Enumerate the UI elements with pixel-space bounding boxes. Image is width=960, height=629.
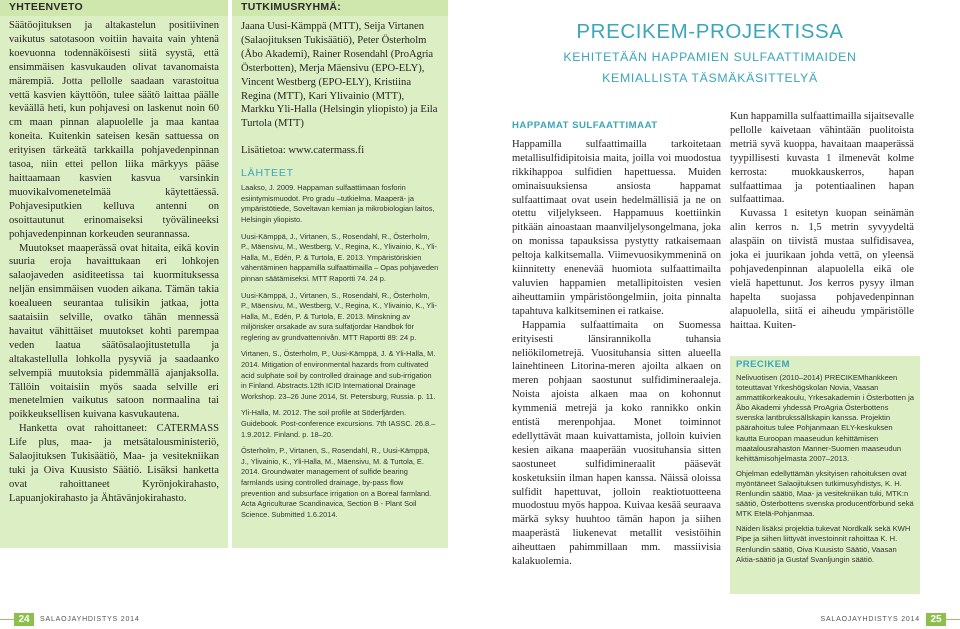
footer-rule: [946, 619, 960, 620]
precikem-info-box: [730, 356, 920, 594]
reference-item: Yli-Halla, M. 2012. The soil profile at Söderfjärden. Guidebook. Post-conference excursions. 7th IASSC. 26.8.–1.9.2012. Finland. p. 18–20.: [241, 408, 436, 439]
summary-paragraph: Muutokset maaperässä ovat hitaita, eikä kovin suuria eroja havaittukaan eri lohkojen salaojaveden asiditeetissa tai kuormituksessa neljän ensimmäisen vuoden aikana. Tämän takia koealueen seurantaa tulisikin jatkaa, jotta saataisiin selville, ovatko tähän mennessä havaitut vähittäiset muutokset kohti parempaa veden laatua säätösalaojitustetulla ja altakastellulla lohkolla pysyviä ja saadaanko selvempiä muutoksia pidemmällä ajanjaksolla. Tällöin voitaisiin myös saada selville eri menetelmien vaikutus satoon normaalina tai poikkeuksellisen kuivana kasvukautena.: [9, 242, 219, 421]
footer-publication-right: SALAOJAYHDISTYS 2014: [820, 616, 920, 623]
info-box-heading: PRECIKEM: [736, 359, 790, 370]
summary-body: [0, 16, 228, 506]
article-subtitle-line-2: KEMIALLISTA TÄSMÄKÄSITTELYÄ: [602, 71, 818, 85]
article-title-block: [520, 20, 900, 86]
reference-item: Österholm, P., Virtanen, S., Rosendahl, R., Uusi-Kämppä, J., Ylivainio, K., Yli-Halla, M., Mäensivu, M. & Turtola, E. 2014. Groundwater management of sulfide bearing farmlands using controlled drainage, by-pass flow prevention and subsurface irrigation on a Boreal farmland. Acta Agriculturae Scandinavica, Section B - Plant Soil Science. Submitted 1.6.2014.: [241, 446, 432, 519]
page-number-left: 24: [14, 613, 34, 626]
article-paragraph: Kuvassa 1 esitetyn kuopan seinämän alin kerros n. 1,5 metrin syvyydeltä alaspäin on tiivistä mustaa sulfidisavea, joka ei juurikaan johda vettä, on yleensä pohjavedenpinnan alapuolella eikä ole vielä hapettunut. Jos kerros pysyy ilman hapelta suojassa pohjavedenpinnan alapuolella, siitä ei aiheudu ympäristölle haittaa. Kuiten-: [730, 208, 914, 331]
research-team-text: Jaana Uusi-Kämppä (MTT), Seija Virtanen (Salaojituksen Tukisäätiö), Peter Österholm (Åbo Akademi), Rainer Rosendahl (ProAgria Österbotten), Merja Mäensivu (EPO-ELY), Vincent Westberg (EPO-ELY), Kristiina Regina (MTT), Kari Ylivainio (MTT), Markku Yli-Halla (Helsingin yliopisto) ja Eila Turtola (MTT): [241, 21, 438, 130]
page-number-right: 25: [926, 613, 946, 626]
summary-panel: [0, 0, 228, 548]
summary-heading: YHTEENVETO: [0, 0, 228, 16]
article-paragraph: Happamilla sulfaattimailla tarkoitetaan metallisulfidipitoisia maita, joilla voi muodostua rikkihappoa sulfidien hapettuessa. Muiden ominaisuuksiensa ansiosta happamat sulfaattimaat ovat usein hedelmällisiä ja ne on otettu viljelykseen. Happamuus koettiinkin pitkään ainoastaan maanviljelysongelmana, joka on monissa tapauksissa pystytty ratkaisemaan peltoja kalkitsemalla. Viimevuosikymmeninä on kiinnitetty enenevää huomiota sulfaattimailta valuvien happamien metallipitoisten vesien aiheuttamiin ympäristöongelmiin, joita pinnalta tapahtuva kalkitseminen ei ratkaise.: [512, 138, 721, 317]
article-column-2: [730, 110, 914, 333]
article-paragraph: Happamia sulfaattimaita on Suomessa erityisesti länsirannikolla tuhansia neliökilometrejä. Vuosituhansia sitten alueella lainehtineen Litorina-meren ajoilta alkaen on meren pohjaan saostunut sulfidimineraaleja. Noista ajoista alkaen maa on kohonnut kymmeniä metrejä ja koko rannikko onkin entistä merenpohjaa. Monet toiminnot edellyttävät maan kuivattamista, jolloin kuivien kesien aikana maaperään vuosituhansia sitten saostuneet sulfidimineraalit pääsevät kosketuksiin ilman hapen kanssa. Näissä oloissa sulfidit hapettuvat, jolloin reaktiotuotteena muodostuu myös happoa. Kuivaa kesää seuraava märkä syksy huuhtoo tämän hapon ja siihen maaperästä liukenevat metallit vesistöihin aiheuttaen pahimmillaan mm. massiivisia kalakuolemia.: [512, 319, 721, 568]
article-subtitle-line-1: KEHITETÄÄN HAPPAMIEN SULFAATTIMAIDEN: [563, 50, 857, 64]
page-footer: [0, 613, 960, 629]
research-team-heading: TUTKIMUSRYHMÄ:: [232, 0, 448, 16]
article-title: PRECIKEM-PROJEKTISSA: [576, 20, 844, 43]
info-box-body: [736, 373, 914, 565]
article-column-1: [512, 110, 721, 569]
more-info-link[interactable]: Lisätietoa: www.catermass.fi: [241, 145, 365, 157]
section-heading: HAPPAMAT SULFAATTIMAAT: [512, 120, 658, 131]
reference-item: Uusi-Kämppä, J., Virtanen, S., Rosendahl, R., Österholm, P., Mäensivu, M., Westberg, V., Regina, K., Ylivainio, K., Yli-Halla, M., Edén, P. & Turtola, E. 2013. Ympäristöriskien vähentäminen happamilla sulfaattimailla – Opas pohjaveden pinnan säätämiseksi. MTT Raportti 74. 24 p.: [241, 231, 439, 283]
footer-publication-left: SALAOJAYHDISTYS 2014: [40, 616, 140, 623]
reference-item: Laakso, J. 2009. Happaman sulfaattimaan fosforin esiintymismuodot. Pro gradu –tutkielma. Maaperä- ja ympäristötiede, Soveltavan kemian ja mikrobiologian laitos, Helsingin yliopisto.: [241, 183, 435, 224]
footer-rule: [0, 619, 14, 620]
research-team-panel: [232, 0, 448, 548]
info-box-paragraph: Nelivuotisen (2010–2014) PRECIKEMhankkeen toteuttavat Yrkeshögskolan Novia, Vaasan ammattikorkeakoulu, Yrkesakademin i Österbotten ja Åbo Akademi yhdessä ProAgria Österbottens svenska lantbrukssällskapin kanssa. Projektin päärahoitus tulee Pohjanmaan ELY-keskuksen kautta Euroopan maaseudun kehittämisen maatalousrahaston Manner-Suomen maaseudun kehittämisohjelmasta 2007–2013.: [736, 373, 914, 463]
references-heading: LÄHTEET: [241, 167, 294, 180]
reference-item: Uusi-Kämppä, J., Virtanen, S., Rosendahl, R., Österholm, P., Mäensivu, M., Westberg, V., Regina, K., Ylivainio, K., Yli-Halla, M., Edén, P. & Turtola, E. 2013. Minskning av miljörisker orsakade av sura sulfatjordar Handbok för reglering av grundvattennivån. MTT Raportti 89: 24 p.: [241, 290, 437, 342]
article-paragraph: Kun happamilla sulfaattimailla sijaitsevalle pellolle kaivetaan vähintään puolitoista metriä syvä kuoppa, havaitaan maaperässä tyypillisesti kuvasta 1 ilmenevät kolme kerrosta: muokkauskerros, hapan sulfaattimaa ja potentiaalinen hapan sulfaattimaa.: [730, 111, 914, 206]
references-list: [241, 183, 439, 520]
info-box-paragraph: Ohjelman edellyttämän yksityisen rahoituksen ovat myöntäneet Salaojituksen tutkimusyhdistys, K. H. Renlundin säätiö, Maa- ja vesitekniikan tuki, MTK:n säätiö, Österbottens svenska producentförbund sekä MTK Etelä-Pohjanmaa.: [736, 468, 914, 519]
summary-paragraph: Säätöojituksen ja altakastelun positiivinen vaikutus satotasoon voitiin havaita vain yhtenä koevuonna todennäköisesti siitä syystä, että ensimmäisen kasvukauden olivat tavanomaista märempiä. Jotta pellolle saadaan varastoitua vettä kasvien käyttöön, tulee säätö laittaa päälle keväällä heti, kun pohjavesi on laskenut noin 60 cm maan pinnan alapuolelle ja maa kantaa koneita. Kuitenkin sateisen kesän sattuessa on erityisen tärkeätä tarkkailla pohjavedenpinnan tasoa, niin ettei pellon liika märkyys pääse haittaamaan kasvien kasvua varsinkin muovikalvomenetelmää käytettäessä. Pohjavesiputkien kelluva antenni on osoittautunut erinomaiseksi työvälineeksi pohjavedenpinnan korkeuden seurannassa.: [9, 20, 219, 240]
summary-paragraph: Hanketta ovat rahoittaneet: CATERMASS Life plus, maa- ja metsätalousministeriö, Salaojituksen Tukisäätiö, Maa- ja vesitekniikan tuki ja Oiva Kuusisto Säätiö. Lisäksi hanketta ovat rahoittaneet Kyrönjokirahasto, Lapuanjokirahasto ja Ähtävänjokirahasto.: [9, 423, 219, 504]
reference-item: Virtanen, S., Österholm, P., Uusi-Kämppä, J. & Yli-Halla, M. 2014. Mitigation of environmental hazards from cultivated acid sulphate soil by controlled drainage and sub-irrigation in Finland. Abstracts.12th ICID International Drainage Workshop. 23–26 June 2014, St. Petersburg, Russia. p. 11.: [241, 349, 436, 401]
info-box-paragraph: Näiden lisäksi projektia tukevat Nordkalk sekä KWH Pipe ja siihen liittyvät investoinnit rahoittaa K. H. Renlundin säätiö, Oiva Kuusisto Säätiö, Vaasan Aktia-säätiö ja Gustaf Svanljungin säätiö.: [736, 524, 911, 564]
